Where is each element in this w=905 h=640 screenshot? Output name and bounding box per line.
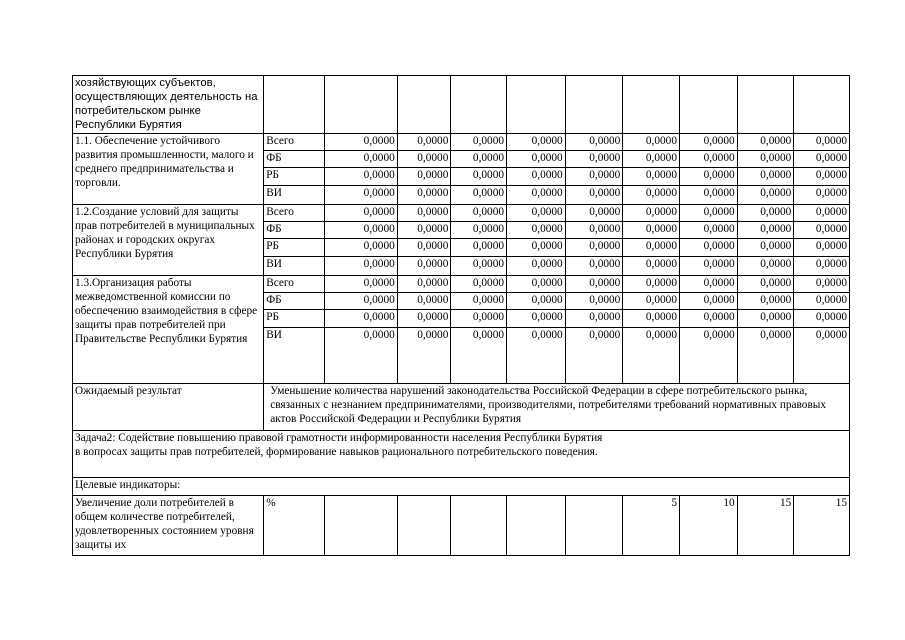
value-cell: 0,0000 <box>623 205 680 222</box>
value-cell: 0,0000 <box>507 239 566 257</box>
value-cell: 0,0000 <box>679 134 737 151</box>
value-cell: 0,0000 <box>324 257 397 276</box>
value-cell: 0,0000 <box>507 222 566 239</box>
value-cell: 0,0000 <box>397 151 451 168</box>
value-cell: 0,0000 <box>397 257 451 276</box>
empty-cell <box>623 76 680 134</box>
value-cell: 0,0000 <box>507 276 566 293</box>
value-cell: 0,0000 <box>794 276 850 293</box>
value-cell: 0,0000 <box>565 257 623 276</box>
empty-cell <box>679 76 737 134</box>
value-cell: 0,0000 <box>737 205 794 222</box>
value-cell: 0,0000 <box>623 222 680 239</box>
empty-cell <box>794 76 850 134</box>
value-cell: 0,0000 <box>737 222 794 239</box>
value-cell: 0,0000 <box>324 310 397 328</box>
value-cell: 0,0000 <box>324 293 397 310</box>
value-cell: 0,0000 <box>451 222 507 239</box>
value-cell: 0,0000 <box>679 168 737 186</box>
value-cell: 0,0000 <box>397 222 451 239</box>
value-cell: 0,0000 <box>451 257 507 276</box>
value-cell: 0,0000 <box>794 151 850 168</box>
expected-result-text: Уменьшение количества нарушений законодательства Российской Федерации в сфере потребительского рынка, связанных с незнанием предпринимателями, производителями, потребителями требований нормативных правовых актов Российской Федерации и Республики Бурятия <box>264 384 850 431</box>
value-cell: 0,0000 <box>324 222 397 239</box>
value-cell: 0,0000 <box>794 168 850 186</box>
indicator-value-cell <box>565 496 623 556</box>
value-cell: 0,0000 <box>794 186 850 205</box>
value-cell: 0,0000 <box>623 151 680 168</box>
value-cell: 0,0000 <box>451 186 507 205</box>
value-cell: 0,0000 <box>507 310 566 328</box>
value-cell: 0,0000 <box>565 205 623 222</box>
value-cell: 0,0000 <box>794 222 850 239</box>
empty-cell <box>565 76 623 134</box>
indicator-title: Увеличение доли потребителей в общем количестве потребителей, удовлетворенных состоянием уровня защиты их <box>73 496 264 556</box>
value-cell: 0,0000 <box>679 310 737 328</box>
value-cell: 0,0000 <box>623 328 680 384</box>
value-cell: 0,0000 <box>679 328 737 384</box>
value-cell: 0,0000 <box>397 328 451 384</box>
value-cell: 0,0000 <box>565 168 623 186</box>
value-cell: 0,0000 <box>397 134 451 151</box>
value-cell: 0,0000 <box>737 293 794 310</box>
value-cell: 0,0000 <box>507 293 566 310</box>
task2-cell <box>73 431 850 478</box>
value-cell: 0,0000 <box>565 186 623 205</box>
value-cell: 0,0000 <box>737 151 794 168</box>
value-cell: 0,0000 <box>794 205 850 222</box>
value-cell: 0,0000 <box>737 168 794 186</box>
value-cell: 0,0000 <box>794 293 850 310</box>
value-cell: 0,0000 <box>565 310 623 328</box>
indicator-value-cell <box>324 496 397 556</box>
value-cell: 0,0000 <box>679 293 737 310</box>
value-cell: 0,0000 <box>397 168 451 186</box>
value-cell: 0,0000 <box>397 276 451 293</box>
header-row-text: хозяйствующих субъектов, осуществляющих деятельность на потребительском рынке Республики Бурятия <box>73 76 264 134</box>
empty-cell <box>507 76 566 134</box>
value-cell: 0,0000 <box>397 310 451 328</box>
empty-cell <box>397 76 451 134</box>
indicator-value-cell: 5 <box>623 496 680 556</box>
funding-source-label: РБ <box>264 239 325 257</box>
value-cell: 0,0000 <box>623 310 680 328</box>
value-cell: 0,0000 <box>623 293 680 310</box>
value-cell: 0,0000 <box>565 151 623 168</box>
value-cell: 0,0000 <box>737 328 794 384</box>
value-cell: 0,0000 <box>794 328 850 384</box>
value-cell: 0,0000 <box>565 293 623 310</box>
indicator-value-cell: 10 <box>679 496 737 556</box>
task2-line1: Задача2: Содействие повышению правовой грамотности информированности населения Республики Бурятия <box>75 432 603 444</box>
value-cell: 0,0000 <box>507 205 566 222</box>
funding-source-label: ВИ <box>264 257 325 276</box>
value-cell: 0,0000 <box>324 276 397 293</box>
value-cell: 0,0000 <box>623 257 680 276</box>
funding-source-label: ВИ <box>264 186 325 205</box>
value-cell: 0,0000 <box>397 293 451 310</box>
value-cell: 0,0000 <box>324 205 397 222</box>
value-cell: 0,0000 <box>623 134 680 151</box>
indicators-label: Целевые индикаторы: <box>73 478 850 496</box>
funding-source-label: РБ <box>264 168 325 186</box>
value-cell: 0,0000 <box>737 134 794 151</box>
value-cell: 0,0000 <box>451 151 507 168</box>
section-title: 1.2.Создание условий для защиты прав потребителей в муниципальных районах и городских округах Республики Бурятия <box>73 205 264 276</box>
value-cell: 0,0000 <box>623 186 680 205</box>
funding-source-label: Всего <box>264 276 325 293</box>
value-cell: 0,0000 <box>679 222 737 239</box>
value-cell: 0,0000 <box>451 168 507 186</box>
value-cell: 0,0000 <box>794 134 850 151</box>
value-cell: 0,0000 <box>794 310 850 328</box>
value-cell: 0,0000 <box>507 151 566 168</box>
value-cell: 0,0000 <box>451 134 507 151</box>
indicator-unit: % <box>264 496 325 556</box>
value-cell: 0,0000 <box>679 151 737 168</box>
value-cell: 0,0000 <box>507 328 566 384</box>
indicator-value-cell <box>397 496 451 556</box>
value-cell: 0,0000 <box>737 276 794 293</box>
value-cell: 0,0000 <box>451 328 507 384</box>
funding-source-label: Всего <box>264 134 325 151</box>
section-title: 1.3.Организация работы межведомственной комиссии по обеспечению взаимодействия в сфере защиты прав потребителей при Правительстве Республики Бурятия <box>73 276 264 384</box>
indicator-value-cell: 15 <box>737 496 794 556</box>
funding-source-label: Всего <box>264 205 325 222</box>
value-cell: 0,0000 <box>397 205 451 222</box>
value-cell: 0,0000 <box>794 239 850 257</box>
value-cell: 0,0000 <box>324 151 397 168</box>
value-cell: 0,0000 <box>679 205 737 222</box>
value-cell: 0,0000 <box>507 134 566 151</box>
value-cell: 0,0000 <box>507 168 566 186</box>
value-cell: 0,0000 <box>679 239 737 257</box>
value-cell: 0,0000 <box>451 205 507 222</box>
value-cell: 0,0000 <box>397 186 451 205</box>
value-cell: 0,0000 <box>737 257 794 276</box>
value-cell: 0,0000 <box>737 310 794 328</box>
value-cell: 0,0000 <box>451 276 507 293</box>
value-cell: 0,0000 <box>794 257 850 276</box>
value-cell: 0,0000 <box>397 239 451 257</box>
value-cell: 0,0000 <box>451 239 507 257</box>
value-cell: 0,0000 <box>565 276 623 293</box>
value-cell: 0,0000 <box>565 328 623 384</box>
value-cell: 0,0000 <box>507 186 566 205</box>
value-cell: 0,0000 <box>623 276 680 293</box>
program-table <box>72 75 850 556</box>
value-cell: 0,0000 <box>324 239 397 257</box>
value-cell: 0,0000 <box>451 293 507 310</box>
value-cell: 0,0000 <box>324 186 397 205</box>
task2-line2: в вопросах защиты прав потребителей, формирование навыков рационального потребительского поведения. <box>75 446 598 458</box>
empty-cell <box>451 76 507 134</box>
section-title: 1.1. Обеспечение устойчивого развития промышленности, малого и среднего предпринимательства и торговли. <box>73 134 264 205</box>
empty-cell <box>737 76 794 134</box>
funding-source-label: РБ <box>264 310 325 328</box>
indicator-value-cell <box>507 496 566 556</box>
expected-result-label: Ожидаемый результат <box>73 384 264 431</box>
value-cell: 0,0000 <box>565 222 623 239</box>
value-cell: 0,0000 <box>737 239 794 257</box>
value-cell: 0,0000 <box>324 168 397 186</box>
value-cell: 0,0000 <box>623 239 680 257</box>
funding-source-label: ФБ <box>264 151 325 168</box>
value-cell: 0,0000 <box>324 134 397 151</box>
funding-source-label: ВИ <box>264 328 325 384</box>
value-cell: 0,0000 <box>507 257 566 276</box>
empty-cell <box>264 76 325 134</box>
value-cell: 0,0000 <box>679 257 737 276</box>
value-cell: 0,0000 <box>565 239 623 257</box>
value-cell: 0,0000 <box>565 134 623 151</box>
value-cell: 0,0000 <box>623 168 680 186</box>
funding-source-label: ФБ <box>264 222 325 239</box>
value-cell: 0,0000 <box>451 310 507 328</box>
indicator-value-cell: 15 <box>794 496 850 556</box>
indicator-value-cell <box>451 496 507 556</box>
empty-cell <box>324 76 397 134</box>
value-cell: 0,0000 <box>737 186 794 205</box>
value-cell: 0,0000 <box>679 276 737 293</box>
funding-source-label: ФБ <box>264 293 325 310</box>
value-cell: 0,0000 <box>679 186 737 205</box>
value-cell: 0,0000 <box>324 328 397 384</box>
